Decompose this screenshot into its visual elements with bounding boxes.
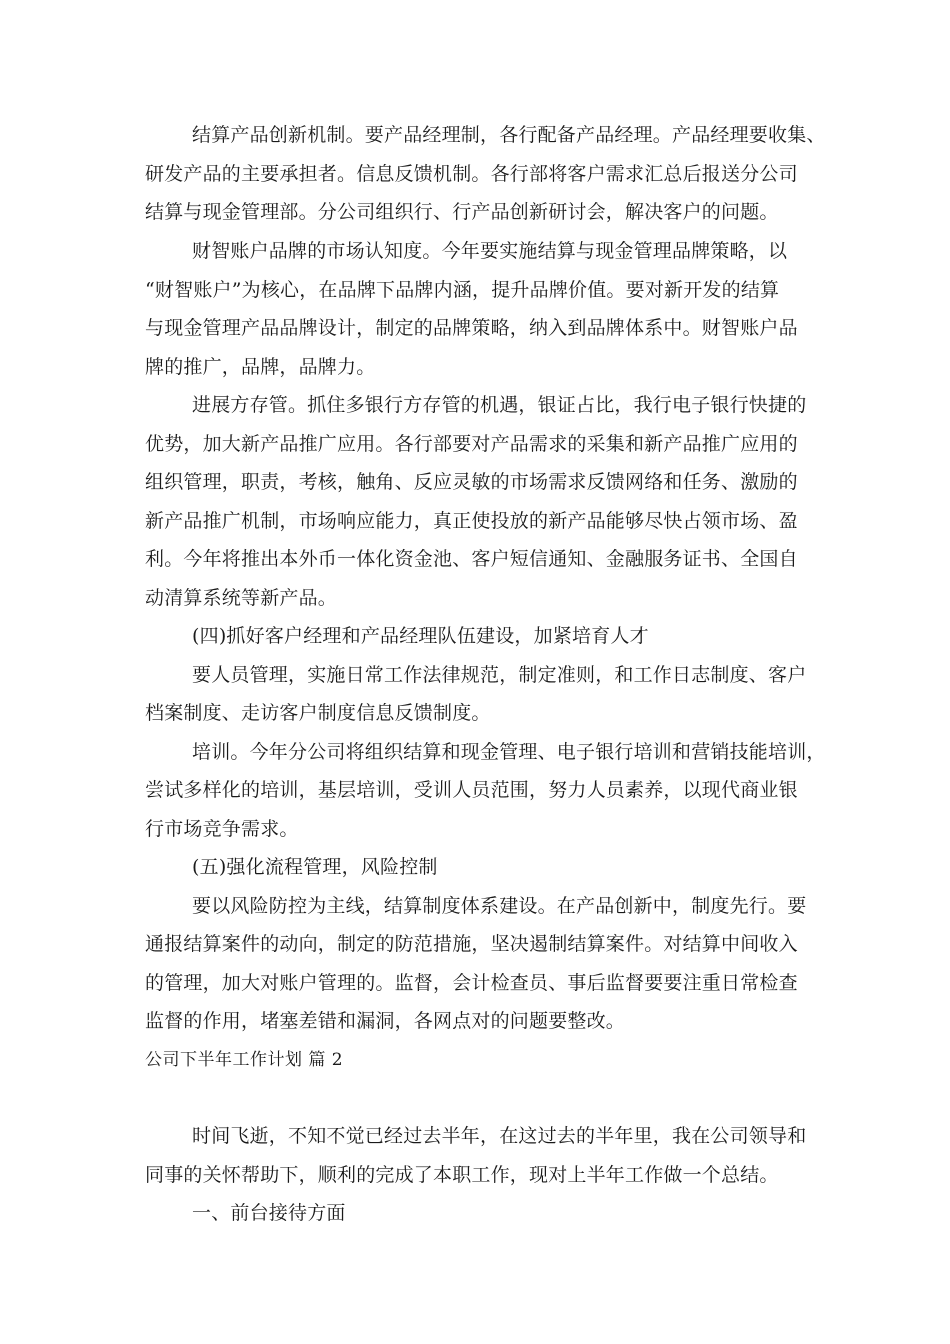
article-heading: 公司下半年工作计划 篇 2 xyxy=(145,1050,344,1070)
paragraph-line: 档案制度、走访客户制度信息反馈制度。 xyxy=(145,702,491,724)
paragraph-line: 与现金管理产品品牌设计，制定的品牌策略，纳入到品牌体系中。财智账户品 xyxy=(145,317,798,339)
paragraph-line: 监督的作用，堵塞差错和漏洞，各网点对的问题要整改。 xyxy=(145,1010,626,1032)
paragraph-line: 研发产品的主要承担者。信息反馈机制。各行部将客户需求汇总后报送分公司 xyxy=(145,163,798,185)
paragraph-line: 同事的关怀帮助下，顺利的完成了本职工作，现对上半年工作做一个总结。 xyxy=(145,1164,779,1186)
paragraph-line: 结算产品创新机制。要产品经理制，各行配备产品经理。产品经理要收集、 xyxy=(192,124,826,146)
section-heading: 一、前台接待方面 xyxy=(192,1202,346,1224)
paragraph-line: 牌的推广，品牌，品牌力。 xyxy=(145,356,376,378)
paragraph-line: “财智账户”为核心，在品牌下品牌内涵，提升品牌价值。要对新开发的结算 xyxy=(145,279,780,301)
section-heading: (五)强化流程管理，风险控制 xyxy=(192,856,438,878)
paragraph-line: 行市场竞争需求。 xyxy=(145,818,299,840)
paragraph-line: 新产品推广机制，市场响应能力，真正使投放的新产品能够尽快占领市场、盈 xyxy=(145,510,798,532)
section-heading: (四)抓好客户经理和产品经理队伍建设，加紧培育人才 xyxy=(192,625,649,647)
paragraph-line: 利。今年将推出本外币一体化资金池、客户短信通知、金融服务证书、全国自 xyxy=(145,548,798,570)
paragraph-line: 培训。今年分公司将组织结算和现金管理、电子银行培训和营销技能培训， xyxy=(192,741,826,763)
paragraph-line: 要人员管理，实施日常工作法律规范，制定准则，和工作日志制度、客户 xyxy=(192,664,807,686)
paragraph-line: 进展方存管。抓住多银行方存管的机遇，银证占比，我行电子银行快捷的 xyxy=(192,394,807,416)
paragraph-line: 的管理，加大对账户管理的。监督，会计检查员、事后监督要要注重日常检查 xyxy=(145,972,798,994)
paragraph-line: 要以风险防控为主线，结算制度体系建设。在产品创新中，制度先行。要 xyxy=(192,895,807,917)
paragraph-line: 通报结算案件的动向，制定的防范措施，坚决遏制结算案件。对结算中间收入 xyxy=(145,933,798,955)
paragraph-line: 时间飞逝，不知不觉已经过去半年，在这过去的半年里，我在公司领导和 xyxy=(192,1125,807,1147)
paragraph-line: 尝试多样化的培训，基层培训，受训人员范围，努力人员素养，以现代商业银 xyxy=(145,779,798,801)
paragraph-line: 结算与现金管理部。分公司组织行、行产品创新研讨会，解决客户的问题。 xyxy=(145,201,779,223)
paragraph-line: 优势，加大新产品推广应用。各行部要对产品需求的采集和新产品推广应用的 xyxy=(145,433,798,455)
paragraph-line: 组织管理，职责，考核，触角、反应灵敏的市场需求反馈网络和任务、激励的 xyxy=(145,471,798,493)
paragraph-line: 动清算系统等新产品。 xyxy=(145,587,338,609)
paragraph-line: 财智账户品牌的市场认知度。今年要实施结算与现金管理品牌策略，以 xyxy=(192,240,788,262)
